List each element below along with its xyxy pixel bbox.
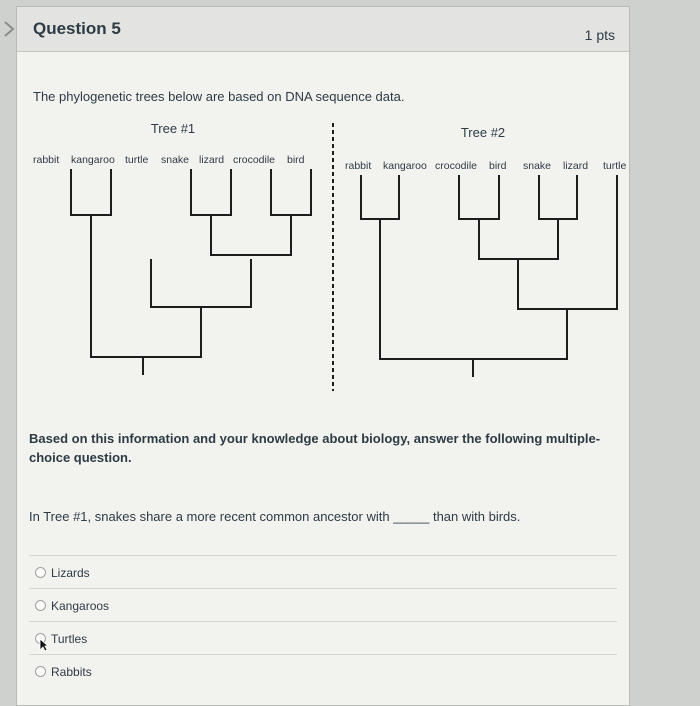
phylogenetic-trees	[31, 119, 627, 399]
answer-option-kangaroos[interactable]	[29, 588, 617, 621]
intro-text: The phylogenetic trees below are based on DNA sequence data.	[33, 89, 405, 104]
answer-option-rabbits[interactable]	[29, 654, 617, 687]
answer-label[interactable]: Rabbits	[51, 665, 92, 679]
tree2-taxon-kangaroo: kangaroo	[383, 160, 427, 172]
tree2-taxon-rabbit: rabbit	[345, 160, 372, 172]
tree2-title: Tree #2	[460, 125, 506, 140]
question-header	[17, 7, 629, 52]
answer-option-lizards[interactable]	[29, 555, 617, 588]
answer-label[interactable]: Kangaroos	[51, 599, 110, 613]
question-text	[29, 509, 520, 524]
tree1-taxon-snake: snake	[161, 154, 190, 166]
tree2-taxon-crocodile: crocodile	[435, 160, 478, 172]
tree1-title: Tree #1	[150, 121, 196, 136]
tree1-taxon-kangaroo: kangaroo	[71, 154, 115, 166]
tree1-taxon-rabbit: rabbit	[33, 154, 60, 166]
instruction-text: Based on this information and your knowledge about biology, answer the following multiple-choice question.	[29, 431, 601, 465]
radio-lizards[interactable]	[35, 567, 46, 578]
radio-kangaroos[interactable]	[35, 600, 46, 611]
question-card	[16, 6, 630, 706]
question-points: 1 pts	[584, 27, 615, 43]
tree2-branches	[361, 175, 617, 377]
question-text-before: In Tree #1, snakes share a more recent common ancestor with	[29, 509, 390, 524]
tree1-taxon-bird: bird	[287, 154, 305, 166]
question-text-after: than with birds.	[432, 509, 521, 524]
question-blank: _____	[393, 509, 430, 524]
answer-label[interactable]: Turtles	[51, 632, 88, 646]
tree1-taxon-lizard: lizard	[199, 154, 225, 166]
tree2-taxon-bird: bird	[489, 160, 507, 172]
answer-option-turtles[interactable]	[29, 621, 617, 654]
tree2-taxon-lizard: lizard	[563, 160, 589, 172]
mouse-cursor-icon	[39, 638, 49, 652]
radio-rabbits[interactable]	[35, 666, 46, 677]
tree1-branches	[71, 169, 311, 375]
chevron-right-icon	[3, 21, 15, 37]
tree1-taxon-turtle: turtle	[125, 154, 149, 166]
tree2-taxon-snake: snake	[523, 160, 552, 172]
question-title: Question 5	[33, 19, 121, 38]
answer-label[interactable]: Lizards	[51, 566, 90, 580]
tree1-taxon-crocodile: crocodile	[233, 154, 276, 166]
tree2-taxon-turtle: turtle	[603, 160, 627, 172]
answer-list	[29, 555, 617, 687]
